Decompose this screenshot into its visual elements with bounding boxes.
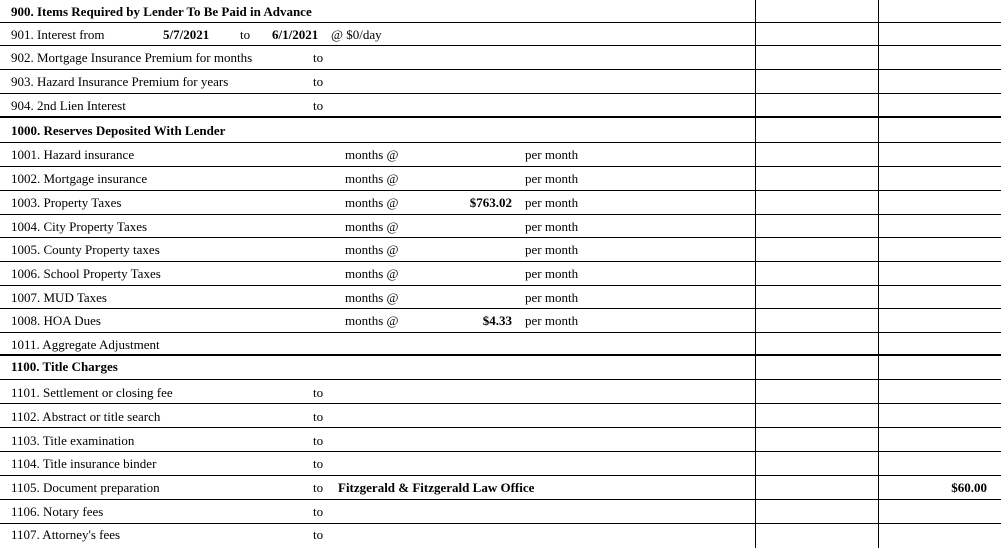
title-charge-to: to [313, 385, 324, 400]
line-1105 [0, 476, 1001, 500]
line-902-to: to [313, 50, 324, 65]
reserve-label: 1004. City Property Taxes [11, 219, 148, 234]
reserve-label: 1003. Property Taxes [11, 195, 122, 210]
line-1003 [0, 191, 1001, 215]
title-charge-label: 1102. Abstract or title search [11, 409, 161, 424]
title-charge-amount: $60.00 [951, 480, 987, 495]
reserve-per: per month [525, 313, 579, 328]
line-1007 [0, 286, 1001, 309]
line-1106 [0, 500, 1001, 524]
interest-from-date: 5/7/2021 [163, 27, 210, 42]
section-1100-header [0, 356, 1001, 380]
line-1107 [0, 524, 1001, 548]
line-1102 [0, 404, 1001, 428]
reserve-per: per month [525, 266, 579, 281]
line-904 [0, 94, 1001, 118]
reserve-per: per month [525, 290, 579, 305]
reserve-per: per month [525, 242, 579, 257]
line-1103 [0, 428, 1001, 452]
reserve-months: months @ [345, 290, 399, 305]
line-901-label: 901. Interest from [11, 27, 105, 42]
section-900-header [0, 0, 1001, 23]
reserve-label: 1006. School Property Taxes [11, 266, 161, 281]
title-charge-to: to [313, 480, 324, 495]
title-charge-label: 1105. Document preparation [11, 480, 160, 495]
title-charge-label: 1101. Settlement or closing fee [11, 385, 173, 400]
line-1104 [0, 452, 1001, 476]
reserve-months: months @ [345, 195, 399, 210]
line-901 [0, 23, 1001, 46]
line-902-label: 902. Mortgage Insurance Premium for months [11, 50, 253, 65]
reserve-label: 1001. Hazard insurance [11, 147, 135, 162]
reserve-amount: $4.33 [482, 313, 512, 328]
reserve-months: months @ [345, 219, 399, 234]
title-charge-label: 1107. Attorney's fees [11, 527, 121, 542]
line-1005 [0, 238, 1001, 262]
line-903-to: to [313, 74, 324, 89]
section-1000-title: 1000. Reserves Deposited With Lender [11, 123, 226, 138]
reserve-months: months @ [345, 171, 399, 186]
line-1004 [0, 215, 1001, 238]
line-1001 [0, 143, 1001, 167]
title-charge-label: 1103. Title examination [11, 433, 135, 448]
section-1000-header [0, 118, 1001, 143]
reserve-label: 1002. Mortgage insurance [11, 171, 148, 186]
interest-to-date: 6/1/2021 [272, 27, 319, 42]
title-charge-label: 1106. Notary fees [11, 504, 104, 519]
line-903 [0, 70, 1001, 94]
reserve-months: months @ [345, 313, 399, 328]
reserve-label: 1008. HOA Dues [11, 313, 101, 328]
reserve-label: 1007. MUD Taxes [11, 290, 107, 305]
title-charge-to: to [313, 527, 324, 542]
reserve-per: per month [525, 195, 579, 210]
line-904-to: to [313, 98, 324, 113]
reserve-months: months @ [345, 147, 399, 162]
line-1006 [0, 262, 1001, 286]
title-charge-to: to [313, 504, 324, 519]
title-charge-payee: Fitzgerald & Fitzgerald Law Office [338, 480, 535, 495]
line-904-label: 904. 2nd Lien Interest [11, 98, 126, 113]
line-902 [0, 46, 1001, 70]
title-charge-to: to [313, 456, 324, 471]
title-charge-label: 1104. Title insurance binder [11, 456, 157, 471]
reserve-amount: $763.02 [469, 195, 512, 210]
title-charge-to: to [313, 433, 324, 448]
line-1008 [0, 309, 1001, 333]
reserve-per: per month [525, 219, 579, 234]
aggregate-adjustment-label: 1011. Aggregate Adjustment [11, 337, 160, 352]
line-903-label: 903. Hazard Insurance Premium for years [11, 74, 229, 89]
line-1002 [0, 167, 1001, 191]
section-900-title: 900. Items Required by Lender To Be Paid in Advance [11, 4, 312, 19]
reserve-per: per month [525, 147, 579, 162]
line-1101 [0, 380, 1001, 404]
interest-rate: @ $0/day [331, 27, 382, 42]
reserve-label: 1005. County Property taxes [11, 242, 160, 257]
title-charge-to: to [313, 409, 324, 424]
line-1011 [0, 333, 1001, 356]
reserve-months: months @ [345, 242, 399, 257]
line-901-to: to [240, 27, 251, 42]
reserve-per: per month [525, 171, 579, 186]
section-1100-title: 1100. Title Charges [11, 359, 118, 374]
reserve-months: months @ [345, 266, 399, 281]
